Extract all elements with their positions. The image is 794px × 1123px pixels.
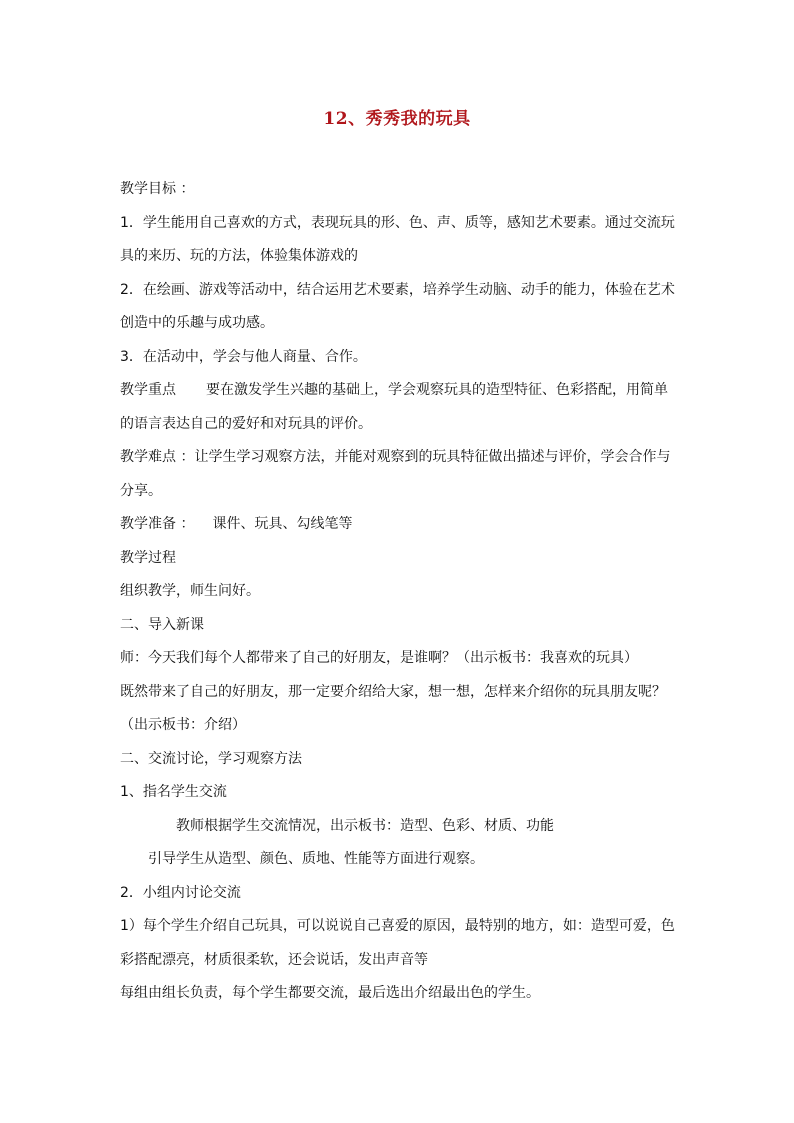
- paragraph-each-student-b: 彩搭配漂亮，材质很柔软，还会说话，发出声音等: [120, 951, 428, 968]
- paragraph-group-leader: 每组由组长负责，每个学生都要交流，最后选出介绍最出色的学生。: [120, 985, 540, 1001]
- paragraph-objective-1a: 1．学生能用自己喜欢的方式，表现玩具的形、色、声、质等，感知艺术要素。通过交流玩: [120, 214, 675, 231]
- paragraph-objective-2a: 2．在绘画、游戏等活动中，结合运用艺术要素，培养学生动脑、动手的能力，体验在艺术: [120, 281, 675, 298]
- section-discussion-heading: 二、交流讨论，学习观察方法: [120, 750, 302, 767]
- paragraph-introduce-friend: 既然带来了自己的好朋友，那一定要介绍给大家，想一想，怎样来介绍你的玩具朋友呢？: [120, 683, 666, 700]
- paragraph-difficulties-cont: 分享。: [120, 482, 162, 499]
- paragraph-difficulties: 教学难点 ：让学生学习观察方法，并能对观察到的玩具特征做出描述与评价，学会合作与: [120, 449, 671, 465]
- paragraph-each-student-a: 1）每个学生介绍自己玩具，可以说说自己喜爱的原因，最特别的地方，如：造型可爱，色: [120, 918, 675, 934]
- key-points-label: 教学重点: [120, 382, 176, 398]
- paragraph-student-exchange: 1、指名学生交流: [120, 784, 227, 800]
- paragraph-group-discussion: 2．小组内讨论交流: [120, 884, 241, 901]
- paragraph-key-points: [120, 374, 676, 408]
- paragraph-board-introduce: （出示板书：介绍）: [120, 717, 246, 733]
- paragraph-objectives-heading: 教学目标 ：: [120, 181, 195, 197]
- preparation-text: 课件、玩具、勾线笔等: [212, 516, 353, 532]
- paragraph-process-heading: 教学过程: [120, 549, 176, 566]
- paragraph-greeting: 组织教学，师生问好。: [120, 583, 260, 599]
- paragraph-teacher-board: 教师根据学生交流情况，出示板书：造型、色彩、材质、功能: [176, 817, 554, 834]
- section-intro-heading: 二、导入新课: [120, 616, 204, 633]
- preparation-label: 教学准备 ：: [120, 516, 195, 532]
- paragraph-key-points-cont: 的语言表达自己的爱好和对玩具的评价。: [120, 415, 372, 432]
- paragraph-preparation: [120, 508, 676, 542]
- paragraph-objective-3: 3．在活动中，学会与他人商量、合作。: [120, 348, 367, 365]
- paragraph-objective-2b: 创造中的乐趣与成功感。: [120, 315, 274, 331]
- paragraph-objective-1b: 具的来历、玩的方法，体验集体游戏的: [120, 248, 358, 264]
- page-title: 12、秀秀我的玩具: [323, 109, 471, 129]
- paragraph-teacher-intro: 师：今天我们每个人都带来了自己的好朋友，是谁啊？（出示板书：我喜欢的玩具）: [120, 650, 638, 666]
- key-points-text: 要在激发学生兴趣的基础上，学会观察玩具的造型特征、色彩搭配，用简单: [206, 382, 668, 398]
- document-body: [120, 173, 676, 1011]
- paragraph-guide-observe: 引导学生从造型、颜色、质地、性能等方面进行观察。: [148, 851, 484, 867]
